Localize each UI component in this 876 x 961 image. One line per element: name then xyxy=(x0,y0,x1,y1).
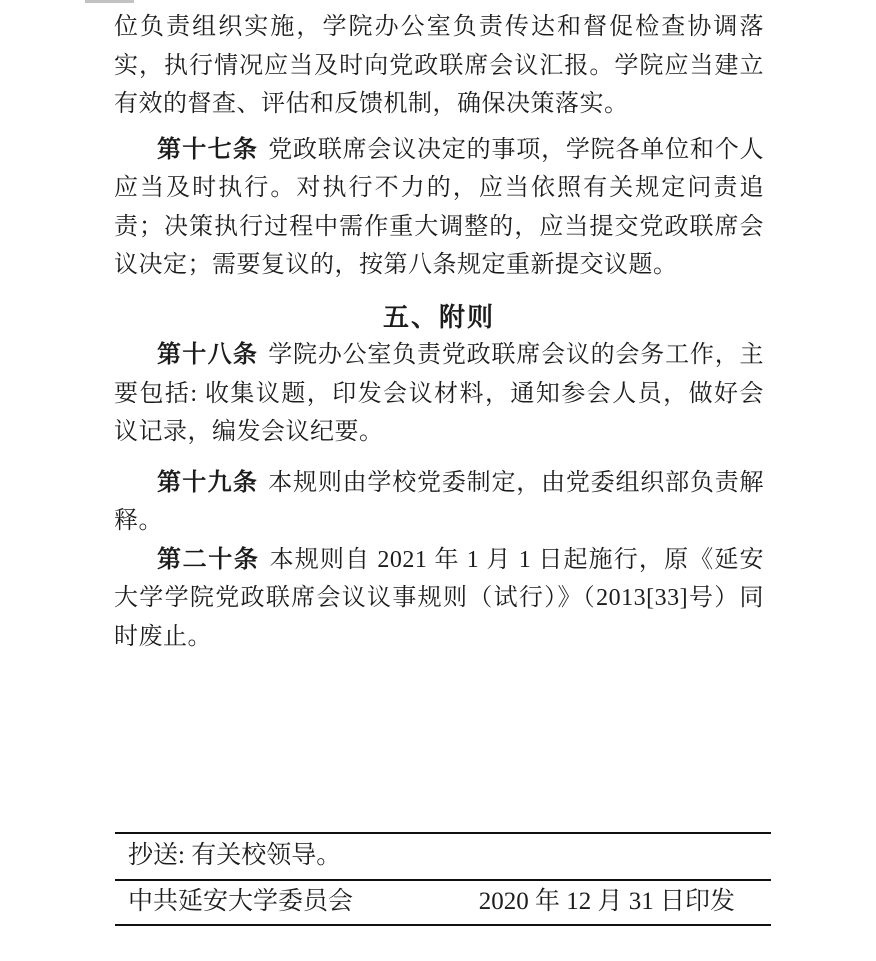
paragraph-continuation: 位负责组织实施，学院办公室负责传达和督促检查协调落实，执行情况应当及时向党政联席会议汇报。学院应当建立有效的督查、评估和反馈机制，确保决策落实。 xyxy=(114,14,764,117)
article-17-number: 第十七条 xyxy=(157,135,259,163)
paragraph-article-19 xyxy=(114,464,764,541)
article-20-number: 第二十条 xyxy=(157,545,260,573)
paragraph-article-18 xyxy=(114,336,764,452)
section-heading-appendix: 五、附则 xyxy=(382,301,495,332)
paragraph-article-17 xyxy=(114,131,764,285)
document-footer xyxy=(115,832,771,926)
issuer-name: 中共延安大学委员会 xyxy=(128,888,354,915)
article-20-text: 本规则自 2021 年 1 月 1 日起施行，原《延安大学学院党政联席会议议事规则（试行）》（2013[33]号）同时废止。 xyxy=(114,546,765,650)
article-19-number: 第十九条 xyxy=(157,468,259,496)
document-body xyxy=(114,8,764,656)
footer-copy-row xyxy=(115,832,771,879)
print-date: 2020 年 12 月 31 日印发 xyxy=(478,888,735,915)
copy-to-text: 抄送: 有关校领导。 xyxy=(128,842,342,869)
article-19-text: 本规则由学校党委制定，由党委组织部负责解释。 xyxy=(114,469,764,534)
article-18-text: 学院办公室负责党政联席会议的会务工作，主要包括: 收集议题，印发会议材料，通知参会人员，做好会议记录，编发会议纪要。 xyxy=(114,342,764,445)
page-edge-artifact xyxy=(85,0,134,3)
article-18-number: 第十八条 xyxy=(157,341,259,368)
footer-issuer-row xyxy=(115,879,771,926)
paragraph-article-20 xyxy=(114,541,764,657)
article-17-text: 党政联席会议决定的事项，学院各单位和个人应当及时执行。对执行不力的，应当依照有关规定问责追责；决策执行过程中需作重大调整的，应当提交党政联席会议决定；需要复议的，按第八条规定重新提交议题。 xyxy=(114,136,764,278)
